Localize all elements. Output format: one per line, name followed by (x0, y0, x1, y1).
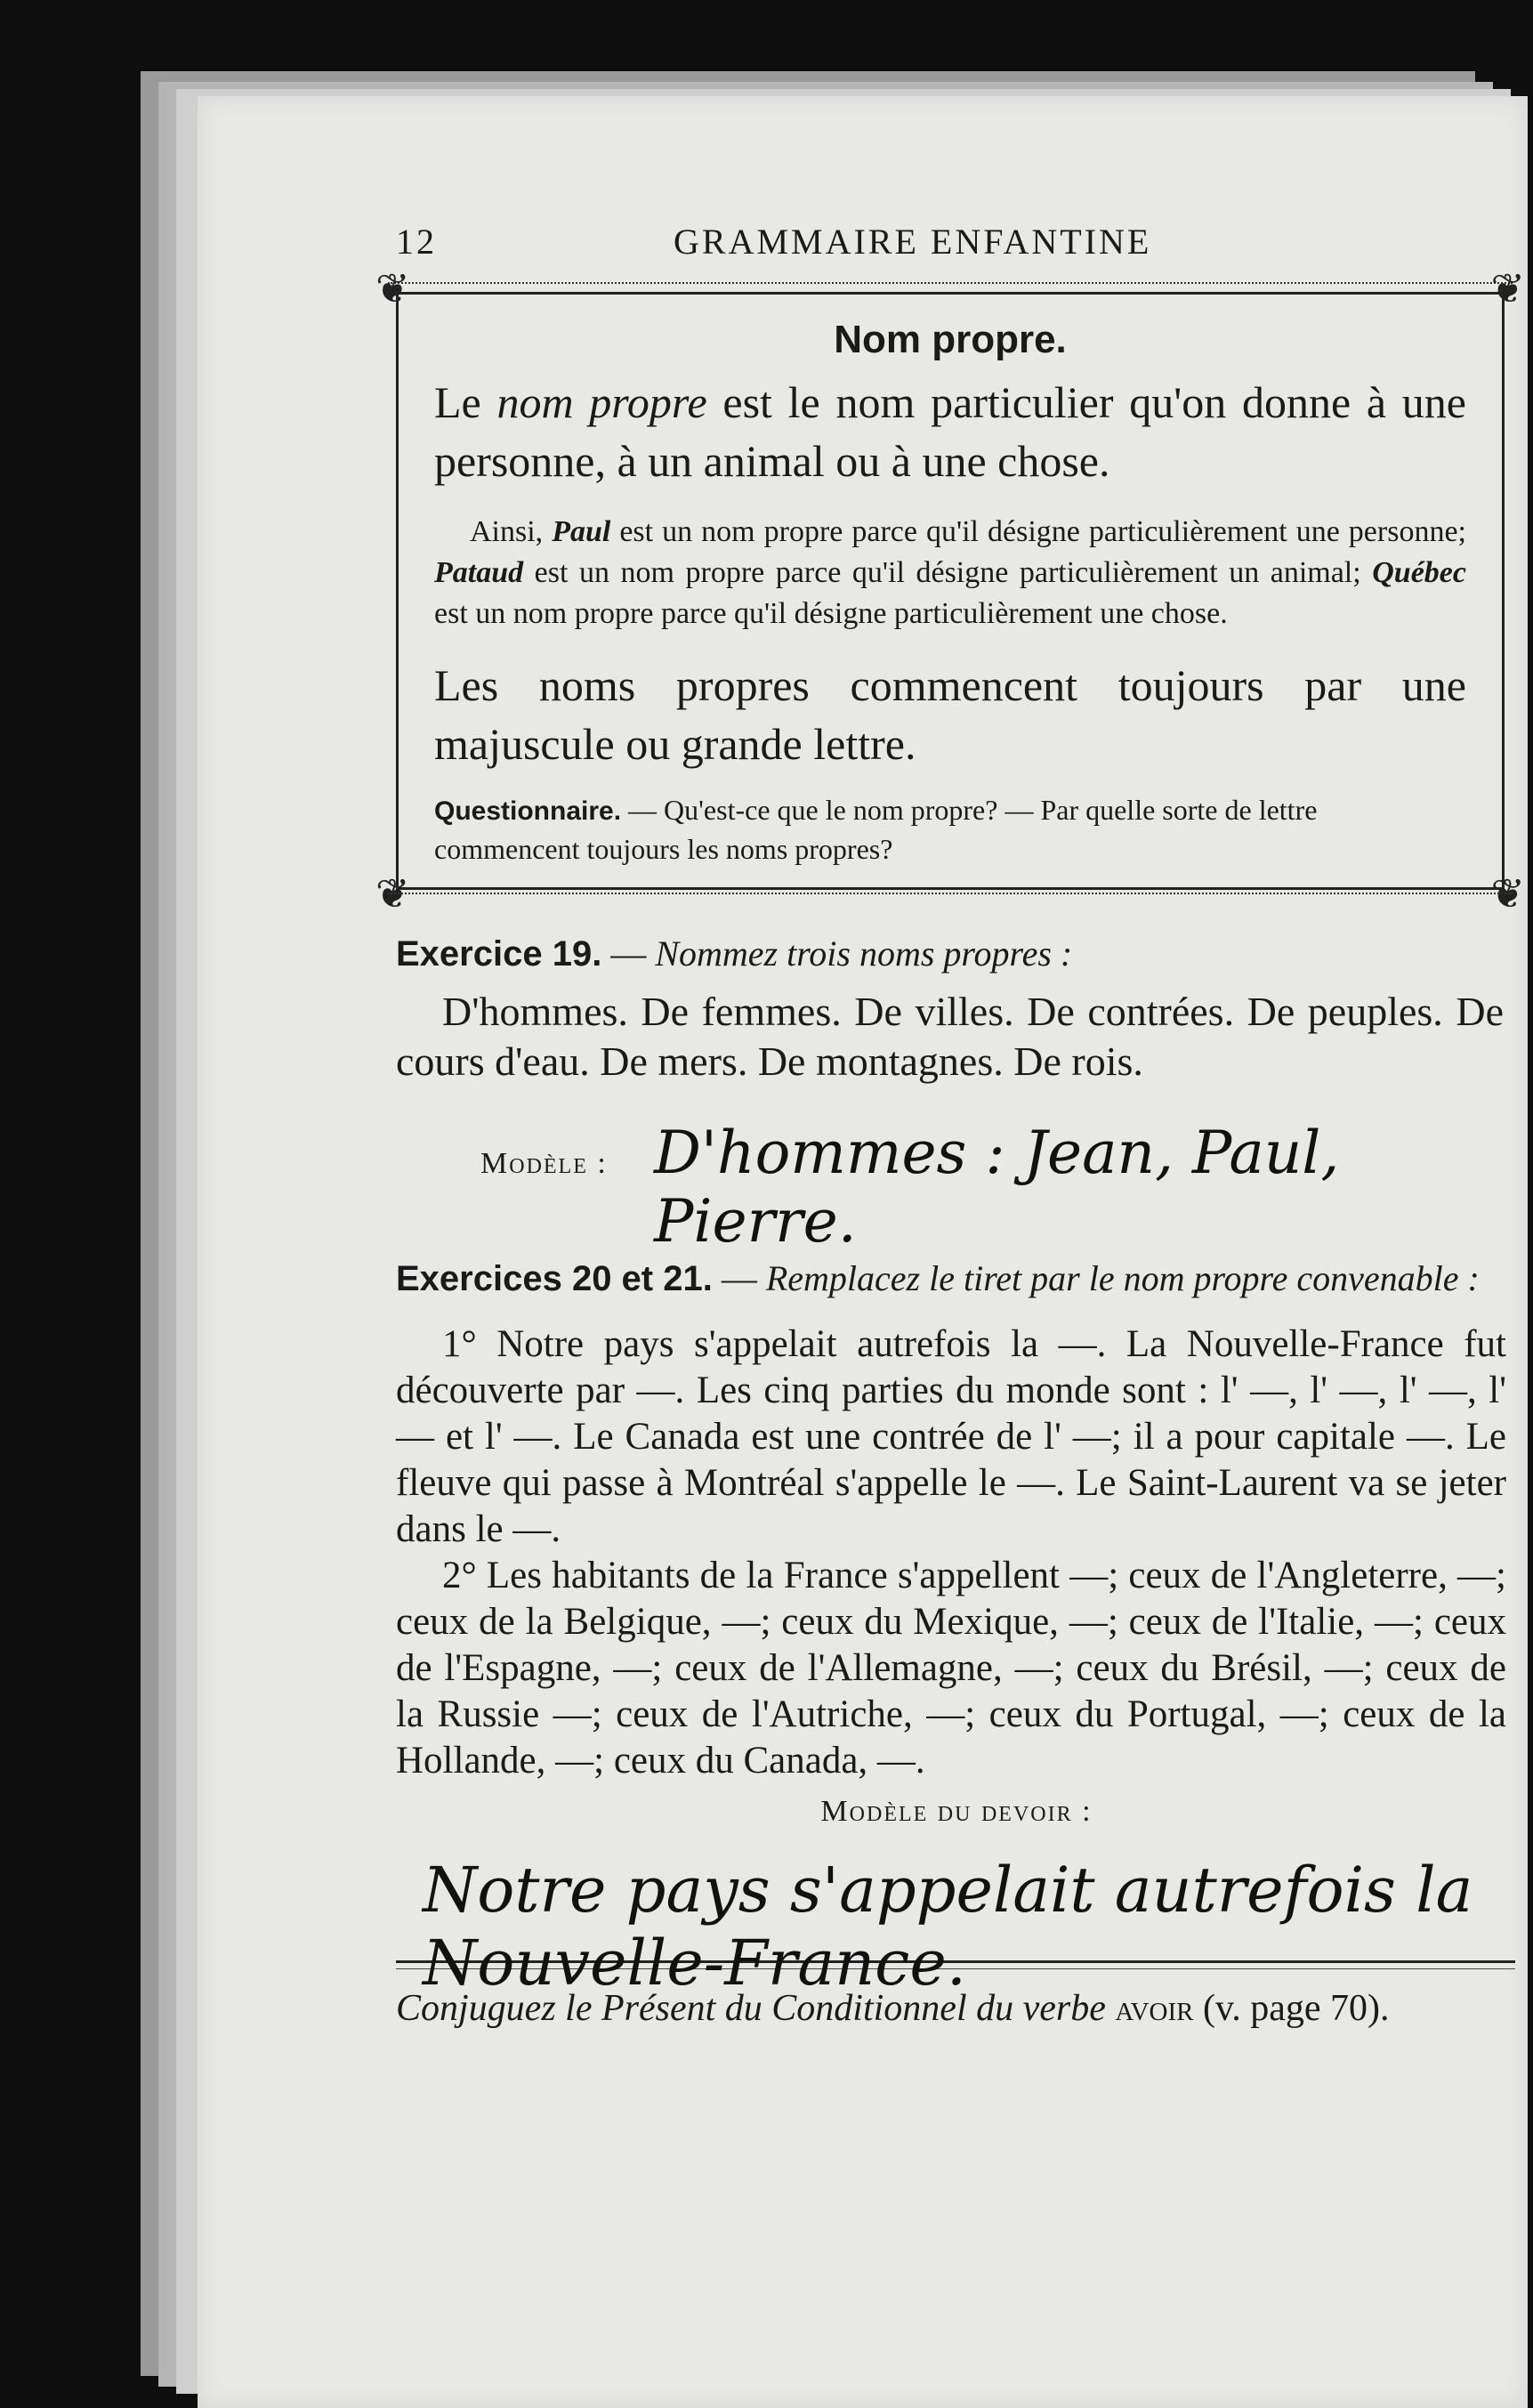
ornament-corner-icon: ❦ (1490, 264, 1525, 312)
questionnaire-label: Questionnaire. (434, 796, 622, 826)
example-name: Paul (552, 515, 611, 548)
exercise-instruction: Nommez trois noms propres : (655, 933, 1073, 974)
example-name: Pataud (434, 556, 524, 589)
exercise-19-body: D'hommes. De femmes. De villes. De contrées. De peuples. De cours d'eau. De mers. De montagnes. De rois. (396, 989, 1504, 1084)
footer-note (396, 1987, 1517, 2030)
running-title: GRAMMAIRE ENFANTINE (674, 222, 1152, 262)
exercise-paragraph-2: 2° Les habitants de la France s'appellent —; ceux de l'Angleterre, —; ceux de la Belgique, —; ceux du Mexique, —; ceux de l'Italie, —; ceux de l'Espagne, —; ceux de l'Allemagne, —; ceux du Brésil, —; ceux de la Russie —; ceux de l'Autriche, —; ceux du Portugal, —; ceux de la Hollande, —; ceux du Canada, —. (396, 1555, 1506, 1782)
footer-verb: avoir (1115, 1988, 1194, 2029)
example-text: est un nom propre parce qu'il désigne particulièrement une chose. (434, 597, 1228, 630)
questionnaire (434, 791, 1466, 868)
exercise-paragraph-1: 1° Notre pays s'appelait autrefois la —. La Nouvelle-France fut découverte par —. Les cinq parties du monde sont : l' —, l' —, l' —, l' — et l' —. Le Canada est une contrée de l' —; il a pour capitale —. Le fleuve qui passe à Montréal s'appelle le —. Le Saint-Laurent va se jeter dans le —. (396, 1323, 1506, 1550)
devoir-handwriting: Notre pays s'appelait autrefois la Nouvelle-France. (423, 1854, 1473, 2000)
page-content (375, 221, 1525, 2030)
ornament-corner-icon: ❦ (375, 869, 410, 917)
definition-text: est le nom particulier qu'on donne à une personne, à un animal ou à une chose. (434, 377, 1466, 486)
exercise-20-21-heading: Exercices 20 et 21. — Remplacez le tiret par le nom propre convenable : (396, 1258, 1480, 1298)
definition-text: Le (434, 377, 497, 427)
definition-term: nom propre (496, 377, 707, 427)
box-heading: Nom propre. (834, 318, 1067, 361)
example-text: Ainsi, (470, 515, 553, 548)
examples (434, 512, 1466, 634)
capital-rule: Les noms propres commencent toujours par une majuscule ou grande lettre. (434, 660, 1466, 769)
rule-box (375, 264, 1525, 917)
ornament-corner-icon: ❦ (1490, 869, 1525, 917)
questionnaire-text: — Qu'est-ce que le nom propre? — Par quelle sorte de lettre commencent toujours les noms propres? (434, 794, 1318, 865)
model-handwriting: D'hommes : Jean, Paul, Pierre. (654, 1119, 1340, 1256)
example-text: est un nom propre parce qu'il désigne particulièrement un animal; (523, 556, 1373, 589)
example-text: est un nom propre parce qu'il désigne particulièrement une personne; (610, 515, 1466, 548)
exercise-19-model (396, 1119, 1517, 1256)
model-label: Modèle : (480, 1147, 608, 1180)
exercise-number: Exercices 20 et 21. (396, 1259, 713, 1298)
ornament-corner-icon: ❦ (375, 264, 410, 312)
footer-text: (v. page 70). (1193, 1988, 1390, 2029)
definition (434, 373, 1466, 490)
exercise-number: Exercice 19. (396, 934, 602, 974)
page-number: 12 (396, 222, 437, 262)
exercise-instruction: Remplacez le tiret par le nom propre convenable : (765, 1258, 1480, 1298)
running-head (396, 221, 1517, 267)
footer-text: Conjuguez le Présent du Conditionnel du verbe (396, 1988, 1116, 2029)
example-name: Québec (1372, 556, 1466, 589)
model-devoir-label: Modèle du devoir : (820, 1795, 1093, 1828)
exercise-19-heading: Exercice 19. — Nommez trois noms propres : (396, 933, 1073, 974)
